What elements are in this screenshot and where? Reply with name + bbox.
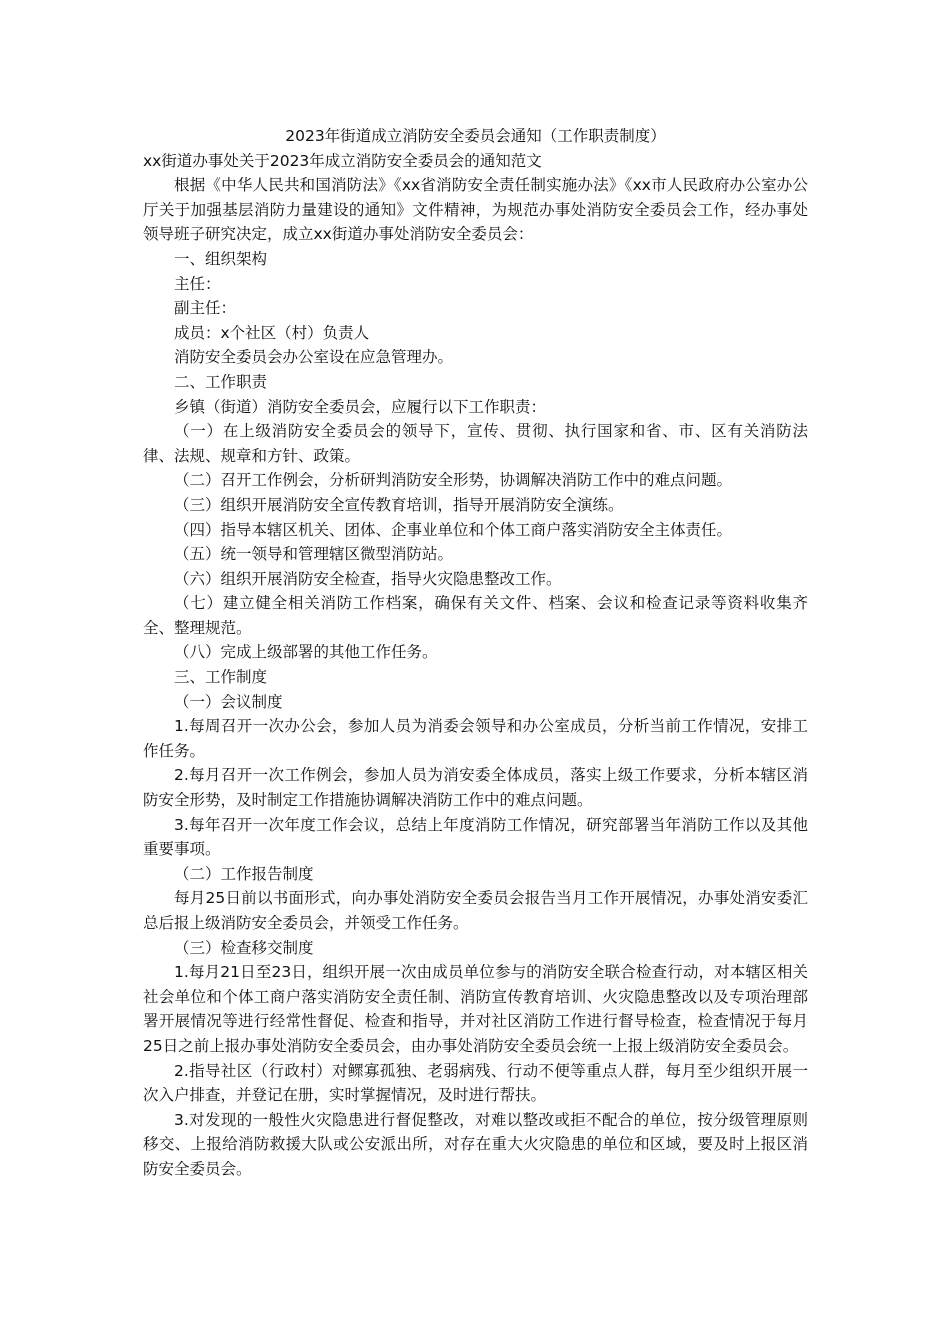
- section-heading-duties: 二、工作职责: [174, 372, 268, 391]
- duty-item: （四）指导本辖区机关、团体、企事业单位和个体工商户落实消防安全主体责任。: [174, 520, 733, 539]
- duty-item: （一）在上级消防安全委员会的领导下，宣传、贯彻、执行国家和省、市、区有关消防法律、法规、规章和方针、政策。: [143, 422, 808, 465]
- rule-item: 1.每周召开一次办公会，参加人员为消委会领导和办公室成员，分析当前工作情况，安排工作任务。: [143, 717, 808, 760]
- subsection-heading-reporting: （二）工作报告制度: [174, 864, 314, 883]
- paragraph-reporting: 每月25日前以书面形式，向办事处消防安全委员会报告当月工作开展情况，办事处消安委汇总后报上级消防安全委员会，并领受工作任务。: [143, 889, 808, 932]
- document-page: [143, 124, 808, 1182]
- duty-item: （六）组织开展消防安全检查，指导火灾隐患整改工作。: [174, 569, 562, 588]
- section-heading-organization: 一、组织架构: [174, 249, 268, 268]
- paragraph-deputy-director: 副主任：: [174, 299, 237, 318]
- section-heading-rules: 三、工作制度: [174, 668, 268, 687]
- duty-item: （五）统一领导和管理辖区微型消防站。: [174, 545, 454, 564]
- duty-item: （三）组织开展消防安全宣传教育培训，指导开展消防安全演练。: [174, 495, 624, 514]
- duty-item: （七）建立健全相关消防工作档案，确保有关文件、档案、会议和检查记录等资料收集齐全、整理规范。: [143, 594, 808, 637]
- document-title: 2023年街道成立消防安全委员会通知（工作职责制度）: [285, 127, 666, 145]
- paragraph-director: 主任：: [174, 274, 221, 293]
- document-subtitle: xx街道办事处关于2023年成立消防安全委员会的通知范文: [143, 151, 542, 170]
- rule-item: 3.每年召开一次年度工作会议，总结上年度消防工作情况，研究部署当年消防工作以及其他重要事项。: [143, 815, 808, 859]
- rule-item: 2.指导社区（行政村）对鳏寡孤独、老弱病残、行动不便等重点人群，每月至少组织开展一次入户排查，并登记在册，实时掌握情况，及时进行帮扶。: [143, 1061, 808, 1105]
- subsection-heading-meetings: （一）会议制度: [174, 692, 283, 711]
- paragraph-members: 成员：x个社区（村）负责人: [174, 323, 370, 342]
- duty-item: （二）召开工作例会，分析研判消防安全形势，协调解决消防工作中的难点问题。: [174, 471, 733, 490]
- paragraph-duties-intro: 乡镇（街道）消防安全委员会，应履行以下工作职责：: [174, 397, 547, 416]
- duty-item: （八）完成上级部署的其他工作任务。: [174, 643, 438, 662]
- rule-item: 1.每月21日至23日，组织开展一次由成员单位参与的消防安全联合检查行动，对本辖区相关社会单位和个体工商户落实消防安全责任制、消防宣传教育培训、火灾隐患整改以及专项治理部署开展情况等进行经常性督促、检查和指导，并对社区消防工作进行督导检查，检查情况于每月25日之前上报办事处消防安全委员会，由办事处消防安全委员会统一上报上级消防安全委员会。: [143, 963, 808, 1055]
- rule-item: 2.每月召开一次工作例会，参加人员为消安委全体成员，落实上级工作要求，分析本辖区消防安全形势，及时制定工作措施协调解决消防工作中的难点问题。: [143, 766, 808, 810]
- subsection-heading-inspection: （三）检查移交制度: [174, 938, 314, 957]
- paragraph-intro: 根据《中华人民共和国消防法》《xx省消防安全责任制实施办法》《xx市人民政府办公室办公厅关于加强基层消防力量建设的通知》文件精神，为规范办事处消防安全委员会工作，经办事处领导班子研究决定，成立xx街道办事处消防安全委员会：: [143, 176, 808, 244]
- rule-item: 3.对发现的一般性火灾隐患进行督促整改，对难以整改或拒不配合的单位，按分级管理原则移交、上报给消防救援大队或公安派出所，对存在重大火灾隐患的单位和区域，要及时上报区消防安全委员会。: [143, 1110, 808, 1178]
- paragraph-office: 消防安全委员会办公室设在应急管理办。: [174, 348, 454, 367]
